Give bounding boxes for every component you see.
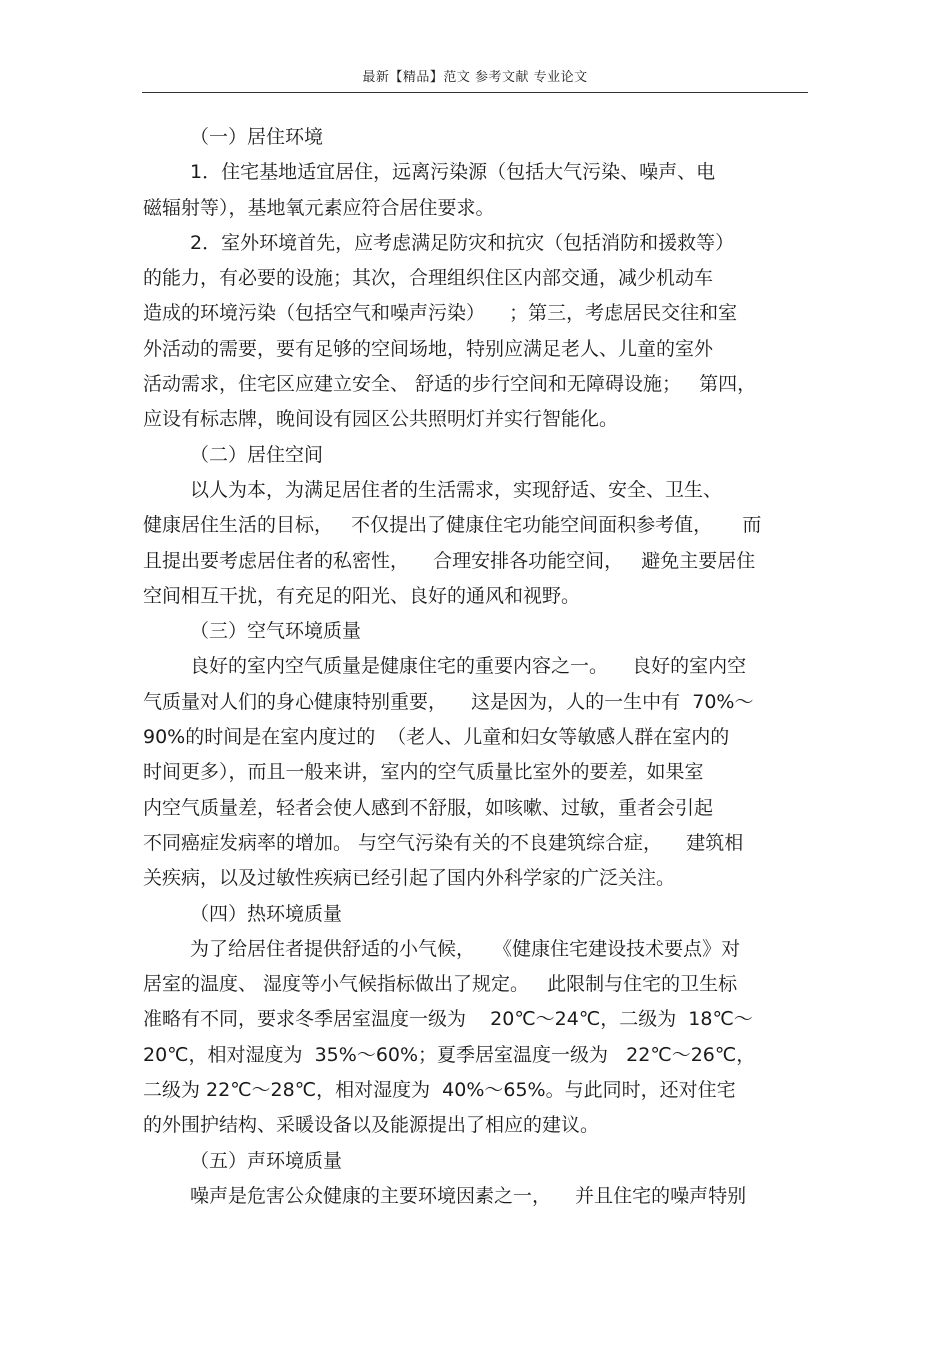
text-line: 造成的环境污染（包括空气和噪声污染） ；第三，考虑居民交往和室: [143, 302, 738, 325]
text-line: 空间相互干扰，有充足的阳光、良好的通风和视野。: [143, 584, 581, 607]
text-line: （四）热环境质量: [190, 902, 343, 925]
header-divider: [142, 92, 808, 93]
text-line: 20℃，相对湿度为 35%～60%；夏季居室温度一级为 22℃～26℃，: [143, 1043, 756, 1066]
text-line: 时间更多），而且一般来讲，室内的空气质量比室外的要差，如果室: [143, 761, 704, 784]
text-line: 良好的室内空气质量是健康住宅的重要内容之一。 良好的室内空: [190, 655, 747, 678]
text-line: 90%的时间是在室内度过的 （老人、儿童和妇女等敏感人群在室内的: [143, 726, 730, 749]
text-line: 准略有不同，要求冬季居室温度一级为 20℃～24℃，二级为 18℃～: [143, 1008, 753, 1031]
text-line: 不同癌症发病率的增加。 与空气污染有关的不良建筑综合症， 建筑相: [143, 831, 744, 854]
text-line: （三）空气环境质量: [190, 620, 362, 643]
text-line: 为了给居住者提供舒适的小气候， 《健康住宅建设技术要点》对: [190, 937, 741, 960]
text-line: 且提出要考虑居住者的私密性， 合理安排各功能空间， 避免主要居住: [143, 549, 756, 572]
text-line: （五）声环境质量: [190, 1149, 343, 1172]
text-line: 1．住宅基地适宜居住，远离污染源（包括大气污染、噪声、电: [190, 161, 716, 184]
text-line: 健康居住生活的目标， 不仅提出了健康住宅功能空间面积参考值， 而: [143, 514, 762, 537]
text-line: 的能力，有必要的设施；其次，合理组织住区内部交通，减少机动车: [143, 267, 714, 290]
text-line: 活动需求，住宅区应建立安全、 舒适的步行空间和无障碍设施； 第四，: [143, 373, 757, 396]
text-line: 关疾病，以及过敏性疾病已经引起了国内外科学家的广泛关注。: [143, 867, 676, 890]
document-body: [143, 120, 805, 1214]
text-line: 内空气质量差，轻者会使人感到不舒服，如咳嗽、过敏，重者会引起: [143, 796, 714, 819]
text-line: （一）居住环境: [190, 126, 324, 148]
text-line: 磁辐射等），基地氧元素应符合居住要求。: [143, 196, 495, 219]
text-line: 二级为 22℃～28℃，相对湿度为 40%～65%。与此同时，还对住宅: [143, 1079, 736, 1102]
text-line: 外活动的需要，要有足够的空间场地，特别应满足老人、儿童的室外: [143, 337, 714, 360]
text-line: 居室的温度、 湿度等小气候指标做出了规定。 此限制与住宅的卫生标: [143, 973, 738, 996]
text-line: 气质量对人们的身心健康特别重要， 这是因为，人的一生中有 70%～: [143, 690, 754, 713]
text-line: 的外围护结构、采暖设备以及能源提出了相应的建议。: [143, 1114, 600, 1137]
text-line: 2．室外环境首先，应考虑满足防灾和抗灾（包括消防和援救等）: [190, 231, 735, 254]
text-line: 以人为本，为满足居住者的生活需求，实现舒适、安全、卫生、: [190, 478, 723, 501]
text-line: （二）居住空间: [190, 443, 324, 466]
text-line: 噪声是危害公众健康的主要环境因素之一， 并且住宅的噪声特别: [190, 1184, 747, 1207]
text-line: 应设有标志牌，晚间设有园区公共照明灯并实行智能化。: [143, 408, 619, 431]
page-header: 最新【精品】范文 参考文献 专业论文: [362, 70, 588, 85]
